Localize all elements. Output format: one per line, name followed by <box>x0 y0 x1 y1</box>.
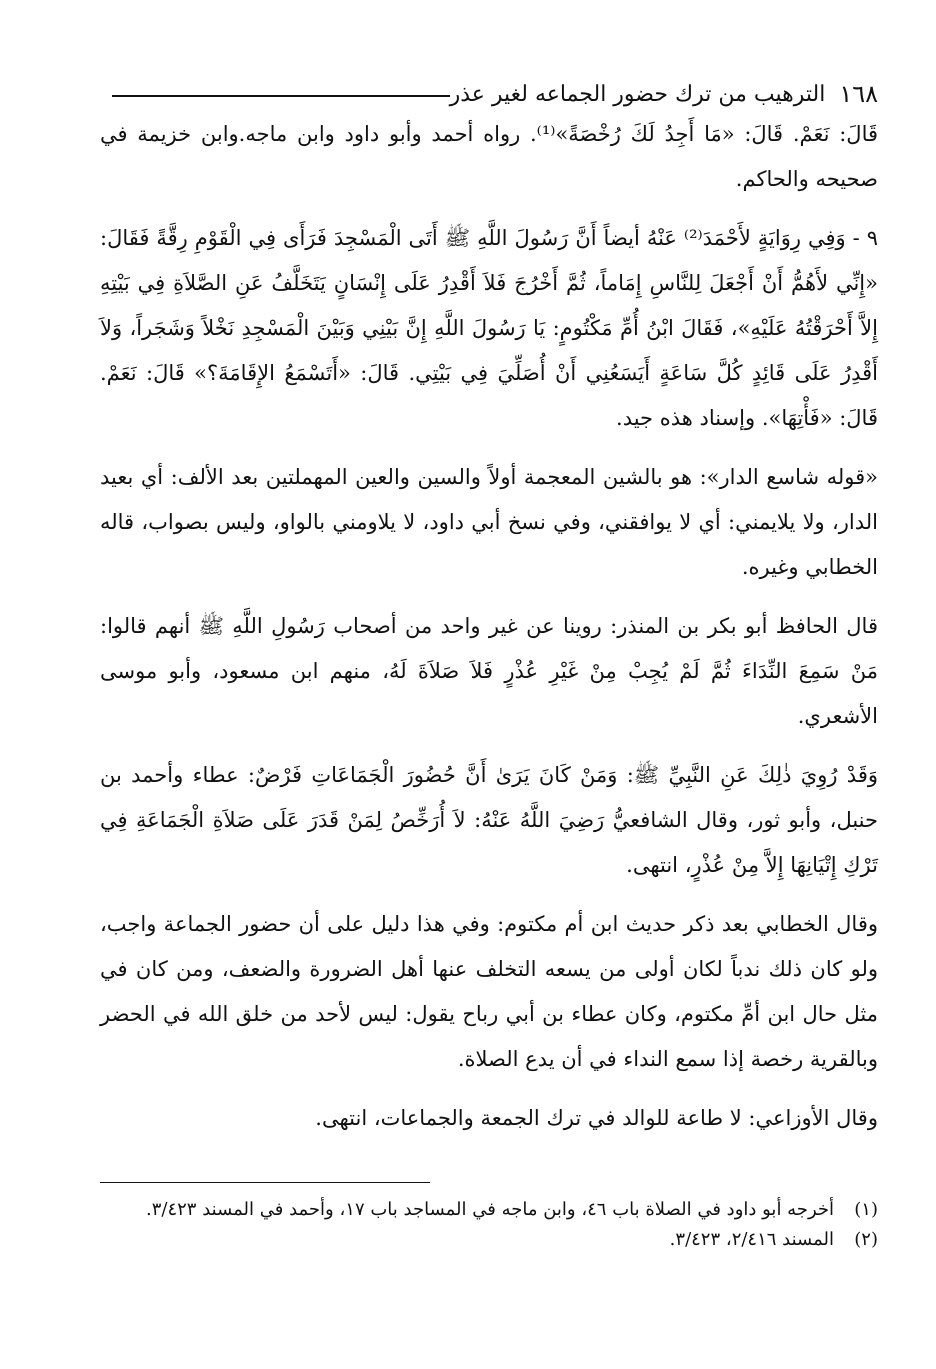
paragraph: «قوله شاسع الدار»: هو بالشين المعجمة أولاً والسين والعين المهملتين بعد الألف: أي بعيد الدار، ولا يلايمني: أي لا يوافقني، وفي نسخ أبي داود، لا يلاومني بالواو، وليس بصواب، قاله الخطابي وغيره. <box>100 465 878 579</box>
paragraph: قال الحافظ أبو بكر بن المنذر: روينا عن غير واحد من أصحاب رَسُولِ اللَّهِ ﷺ أنهم قالوا: مَنْ سَمِعَ النِّدَاءَ ثُمَّ لَمْ يُجِبْ مِنْ غَيْرِ عُذْرٍ فَلاَ صَلاَةَ لَهُ، منهم ابن مسعود، وأبو موسى الأشعري. <box>100 614 878 728</box>
paragraph: وقال الأوزاعي: لا طاعة للوالد في ترك الجمعة والجماعات، انتهى. <box>315 1106 878 1130</box>
page-number: ١٦٨ <box>839 80 878 108</box>
page-header <box>98 66 878 106</box>
paragraph: وَقَدْ رُوِيَ ذٰلِكَ عَنِ النَّبِيِّ ﷺ: وَمَنْ كَانَ يَرَىٰ أَنَّ حُضُورَ الْجَمَاعَاتِ فَرْضٌ: عطاء وأحمد بن حنبل، وأبو ثور، وقال الشافعيُّ رَضِيَ اللَّهُ عَنْهُ: لاَ أُرَخِّصُ لِمَنْ قَدَرَ عَلَى صَلاَةِ الْجَمَاعَةِ فِي تَرْكِ إِتْيَانِهَا إِلاَّ مِنْ عُذْرٍ، انتهى. <box>100 763 878 877</box>
footnote-number: (٢) <box>854 1229 878 1250</box>
running-title: الترهيب من ترك حضور الجماعه لغير عذر <box>449 82 826 107</box>
footnote-text: أخرجه أبو داود في الصلاة باب ٤٦، وابن ماجه في المساجد باب ١٧، وأحمد في المسند ٣/٤٢٣. <box>145 1199 834 1220</box>
footnote-2 <box>100 1225 878 1255</box>
header-rule <box>112 95 450 97</box>
footnote-rule <box>100 1182 430 1183</box>
footnotes <box>100 1182 878 1255</box>
hadith-9-paragraph: ٩ - وَفِي رِوَايَةٍ لأَحْمَدَ⁽²⁾ عَنْهُ أيضاً أَنَّ رَسُولَ اللَّهِ ﷺ أَتَى الْمَسْجِدَ فَرَأَى فِي الْقَوْمِ رِقَّةً فَقَالَ: «إِنِّي لأَهُمُّ أَنْ أَجْعَلَ لِلنَّاسِ إِمَاماً، ثُمَّ أَخْرُجَ فَلاَ أَقْدِرُ عَلَى إِنْسَانٍ يَتَخَلَّفُ عَنِ الصَّلاَةِ فِي بَيْتِهِ إِلاَّ أَحْرَقْتُهُ عَلَيْهِ»، فَقَالَ ابْنُ أُمِّ مَكْتُومٍ: يَا رَسُولَ اللَّهِ إِنَّ بَيْنِي وَبَيْنَ الْمَسْجِدِ نَخْلاً وَشَجَراً، وَلاَ أَقْدِرُ عَلَى قَائِدٍ كُلَّ سَاعَةٍ أَيَسَعُنِي أَنْ أُصَلِّيَ فِي بَيْتِي. قَالَ: «أَتَسْمَعُ الإِقَامَةَ؟» قَالَ: نَعَمْ. قَالَ: «فَأْتِهَا». وإسناد هذه جيد. <box>100 226 879 430</box>
footnote-number: (١) <box>854 1199 878 1220</box>
paragraph: قَالَ: نَعَمْ. قَالَ: «مَا أَجِدُ لَكَ رُخْصَةً»⁽¹⁾. رواه أحمد وأبو داود وابن ماجه.وابن خزيمة في صحيحه والحاكم. <box>100 122 879 191</box>
footnote-1 <box>100 1195 878 1225</box>
paragraph: وقال الخطابي بعد ذكر حديث ابن أم مكتوم: وفي هذا دليل على أن حضور الجماعة واجب، ولو كان ذلك ندباً لكان أولى من يسعه التخلف عنها أهل الضرورة والضعف، ومن كان في مثل حال ابن أمِّ مكتوم، وكان عطاء بن أبي رباح يقول: ليس لأحد من خلق الله في الحضر وبالقرية رخصة إذا سمع النداء في أن يدع الصلاة. <box>100 912 878 1071</box>
footnote-text: المسند ٢/٤١٦، ٣/٤٢٣. <box>669 1229 834 1250</box>
main-text <box>100 112 878 1155</box>
